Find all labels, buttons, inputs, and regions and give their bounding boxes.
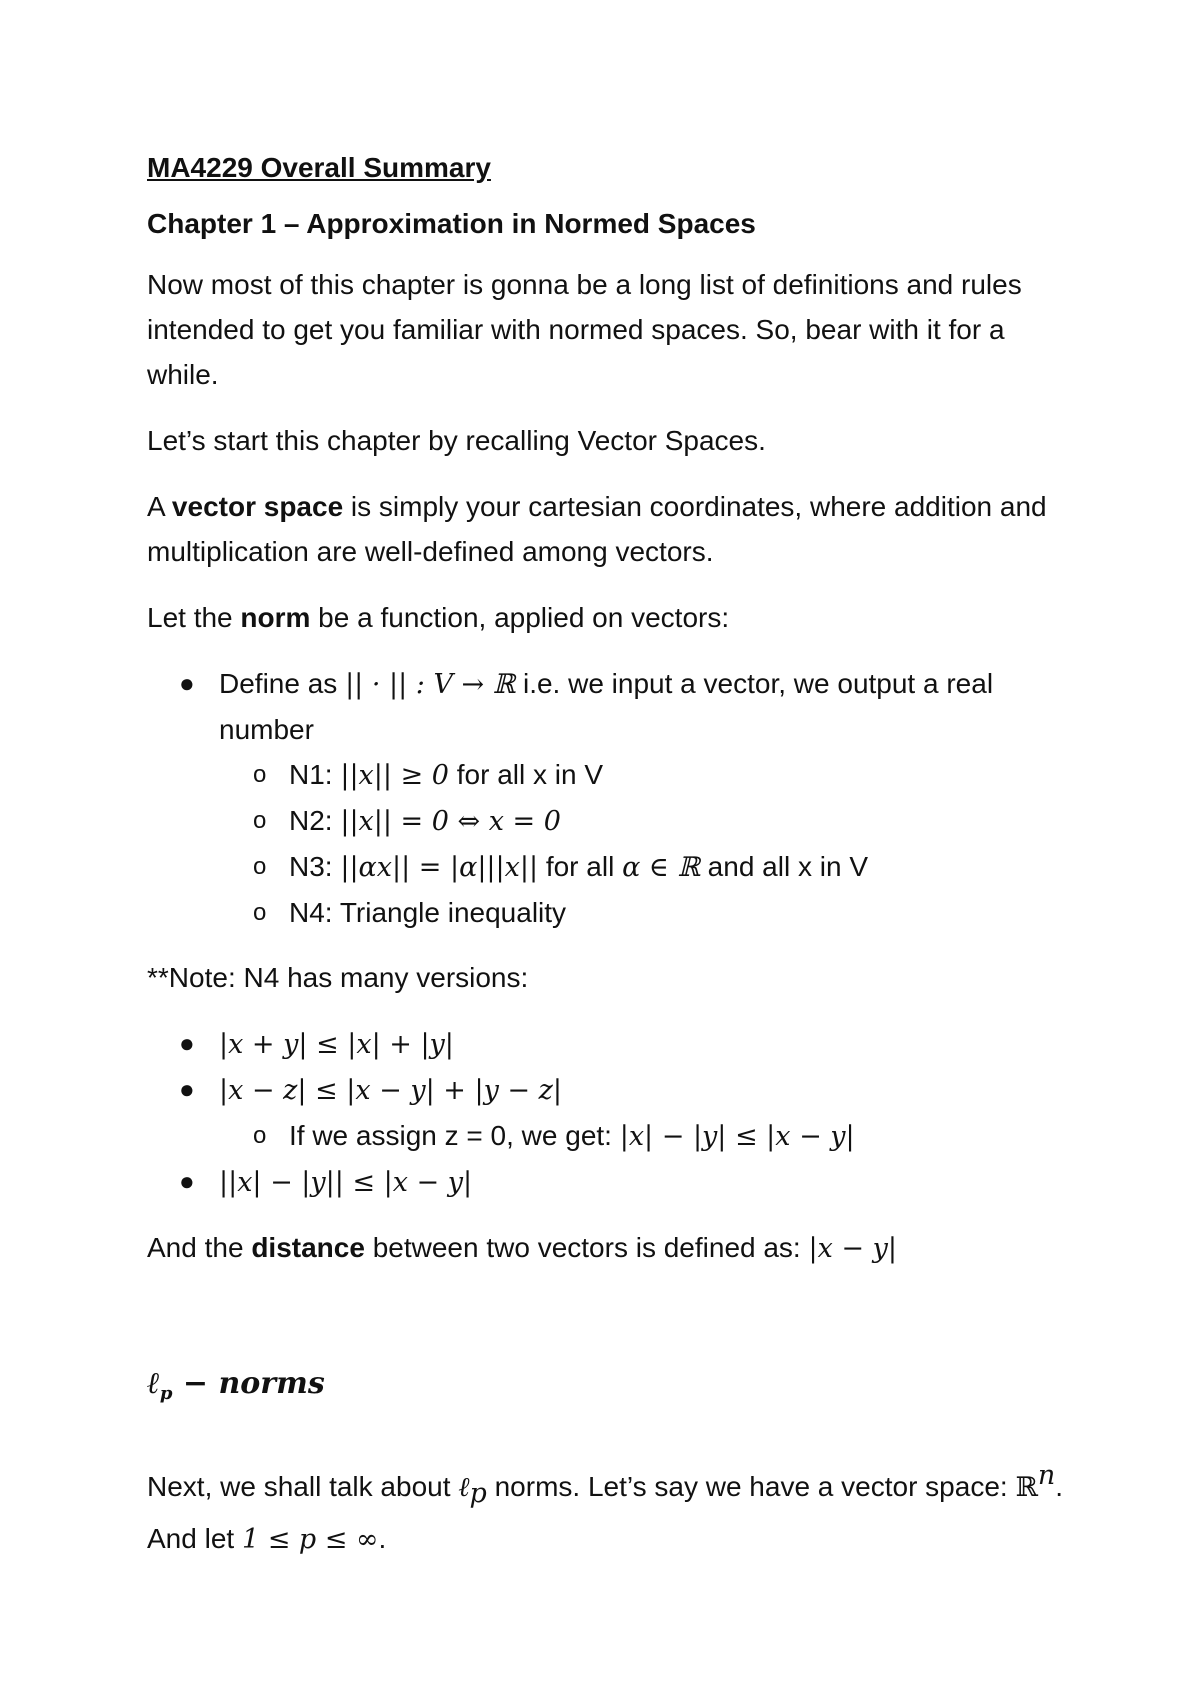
lp-text-mid2: . And let bbox=[147, 1471, 1064, 1554]
lp-text-pre: Next, we shall talk about bbox=[147, 1471, 459, 1502]
version-1-math: |x + y| ≤ |x| + |y| bbox=[219, 1029, 454, 1060]
bullet-icon: ● bbox=[179, 1074, 195, 1104]
list-item bbox=[179, 1159, 1077, 1205]
lp-text-math: 1 ≤ p ≤ ∞ bbox=[241, 1524, 379, 1555]
list-item bbox=[179, 1067, 1077, 1159]
axiom-post: for all x in V bbox=[448, 759, 604, 790]
bullet-icon: ● bbox=[179, 1028, 195, 1058]
distance-pre: And the bbox=[147, 1232, 252, 1263]
norm-intro-post: be a function, applied on vectors: bbox=[310, 602, 730, 633]
bullet-icon: ● bbox=[179, 668, 195, 698]
norm-intro-paragraph bbox=[147, 595, 1077, 640]
list-item bbox=[179, 661, 1077, 935]
axiom-math: ||x|| = 0 ⇔ x = 0 bbox=[340, 806, 561, 837]
version-2-sub-pre: If we assign z = 0, we get: bbox=[289, 1120, 620, 1151]
lp-text-end: . bbox=[378, 1523, 387, 1554]
sub-bullet-icon: o bbox=[253, 761, 267, 788]
list-item bbox=[179, 1021, 1077, 1067]
sub-bullet-icon: o bbox=[253, 807, 267, 834]
sub-bullet-icon: o bbox=[253, 853, 267, 880]
norm-term: norm bbox=[240, 602, 311, 633]
lp-heading-ell: ℓ bbox=[147, 1366, 160, 1401]
document-content bbox=[147, 148, 1077, 1583]
axiom-post: for all bbox=[538, 851, 623, 882]
list-item bbox=[253, 844, 1077, 890]
document-title: MA4229 Overall Summary bbox=[147, 152, 491, 183]
axiom-math: ||x|| ≥ 0 bbox=[340, 760, 449, 791]
axiom-label: N3: bbox=[289, 851, 341, 882]
axiom-label: N1: bbox=[289, 759, 341, 790]
lp-paragraph bbox=[147, 1453, 1077, 1562]
list-item bbox=[253, 1113, 1077, 1159]
sub-bullet-icon: o bbox=[253, 899, 267, 926]
version-2-sub-math: |x| − |y| ≤ |x − y| bbox=[619, 1121, 855, 1152]
lp-text-mid: norms. Let’s say we have a vector space: bbox=[486, 1471, 1016, 1502]
distance-paragraph bbox=[147, 1225, 1077, 1271]
recall-paragraph: Let’s start this chapter by recalling Vector Spaces. bbox=[147, 425, 766, 456]
lp-text-sup: n bbox=[1037, 1460, 1056, 1491]
lp-heading-rest: − norms bbox=[172, 1366, 325, 1401]
norm-intro-pre: Let the bbox=[147, 602, 241, 633]
version-3-math: ||x| − |y|| ≤ |x − y| bbox=[219, 1167, 473, 1198]
lp-text-real: ℝ bbox=[1015, 1472, 1038, 1503]
vector-space-paragraph bbox=[147, 484, 1077, 574]
triangle-versions-list bbox=[147, 1021, 1077, 1205]
vector-space-term: vector space bbox=[171, 491, 344, 522]
axiom-math-2: α ∈ ℝ bbox=[622, 852, 700, 883]
axiom-label: N4: Triangle inequality bbox=[289, 897, 567, 928]
lp-heading-sub: p bbox=[159, 1383, 173, 1404]
axiom-label: N2: bbox=[289, 805, 341, 836]
version-2-math: |x − z| ≤ |x − y| + |y − z| bbox=[219, 1075, 562, 1106]
list-item bbox=[253, 890, 1077, 935]
axiom-post-2: and all x in V bbox=[699, 851, 869, 882]
list-item bbox=[253, 752, 1077, 798]
chapter-title: Chapter 1 – Approximation in Normed Spaces bbox=[147, 208, 756, 239]
list-item bbox=[253, 798, 1077, 844]
distance-post: between two vectors is defined as: bbox=[364, 1232, 809, 1263]
version-2-sublist bbox=[219, 1113, 1077, 1159]
norm-def-post: i.e. we input a vector, we output a real number bbox=[219, 668, 994, 745]
lp-text-sub: p bbox=[469, 1478, 487, 1509]
lp-norms-heading bbox=[147, 1361, 1077, 1417]
vector-space-pre: A bbox=[147, 491, 172, 522]
norm-definition-list bbox=[147, 661, 1077, 935]
lp-text-ell: ℓ bbox=[458, 1472, 470, 1503]
vector-space-post: is simply your cartesian coordinates, where addition and multiplication are well-defined among vectors. bbox=[147, 491, 1047, 567]
distance-term: distance bbox=[251, 1232, 365, 1263]
norm-def-math: || · || : V → ℝ bbox=[345, 669, 516, 700]
intro-paragraph: Now most of this chapter is gonna be a long list of definitions and rules intended to get you familiar with normed spaces. So, bear with it for a while. bbox=[147, 269, 1022, 390]
sub-bullet-icon: o bbox=[253, 1122, 267, 1149]
axiom-math: ||αx|| = |α|||x|| bbox=[340, 852, 539, 883]
distance-math: |x − y| bbox=[808, 1233, 897, 1264]
note-paragraph: **Note: N4 has many versions: bbox=[147, 962, 529, 993]
bullet-icon: ● bbox=[179, 1166, 195, 1196]
norm-def-pre: Define as bbox=[219, 668, 346, 699]
axiom-list bbox=[219, 752, 1077, 935]
